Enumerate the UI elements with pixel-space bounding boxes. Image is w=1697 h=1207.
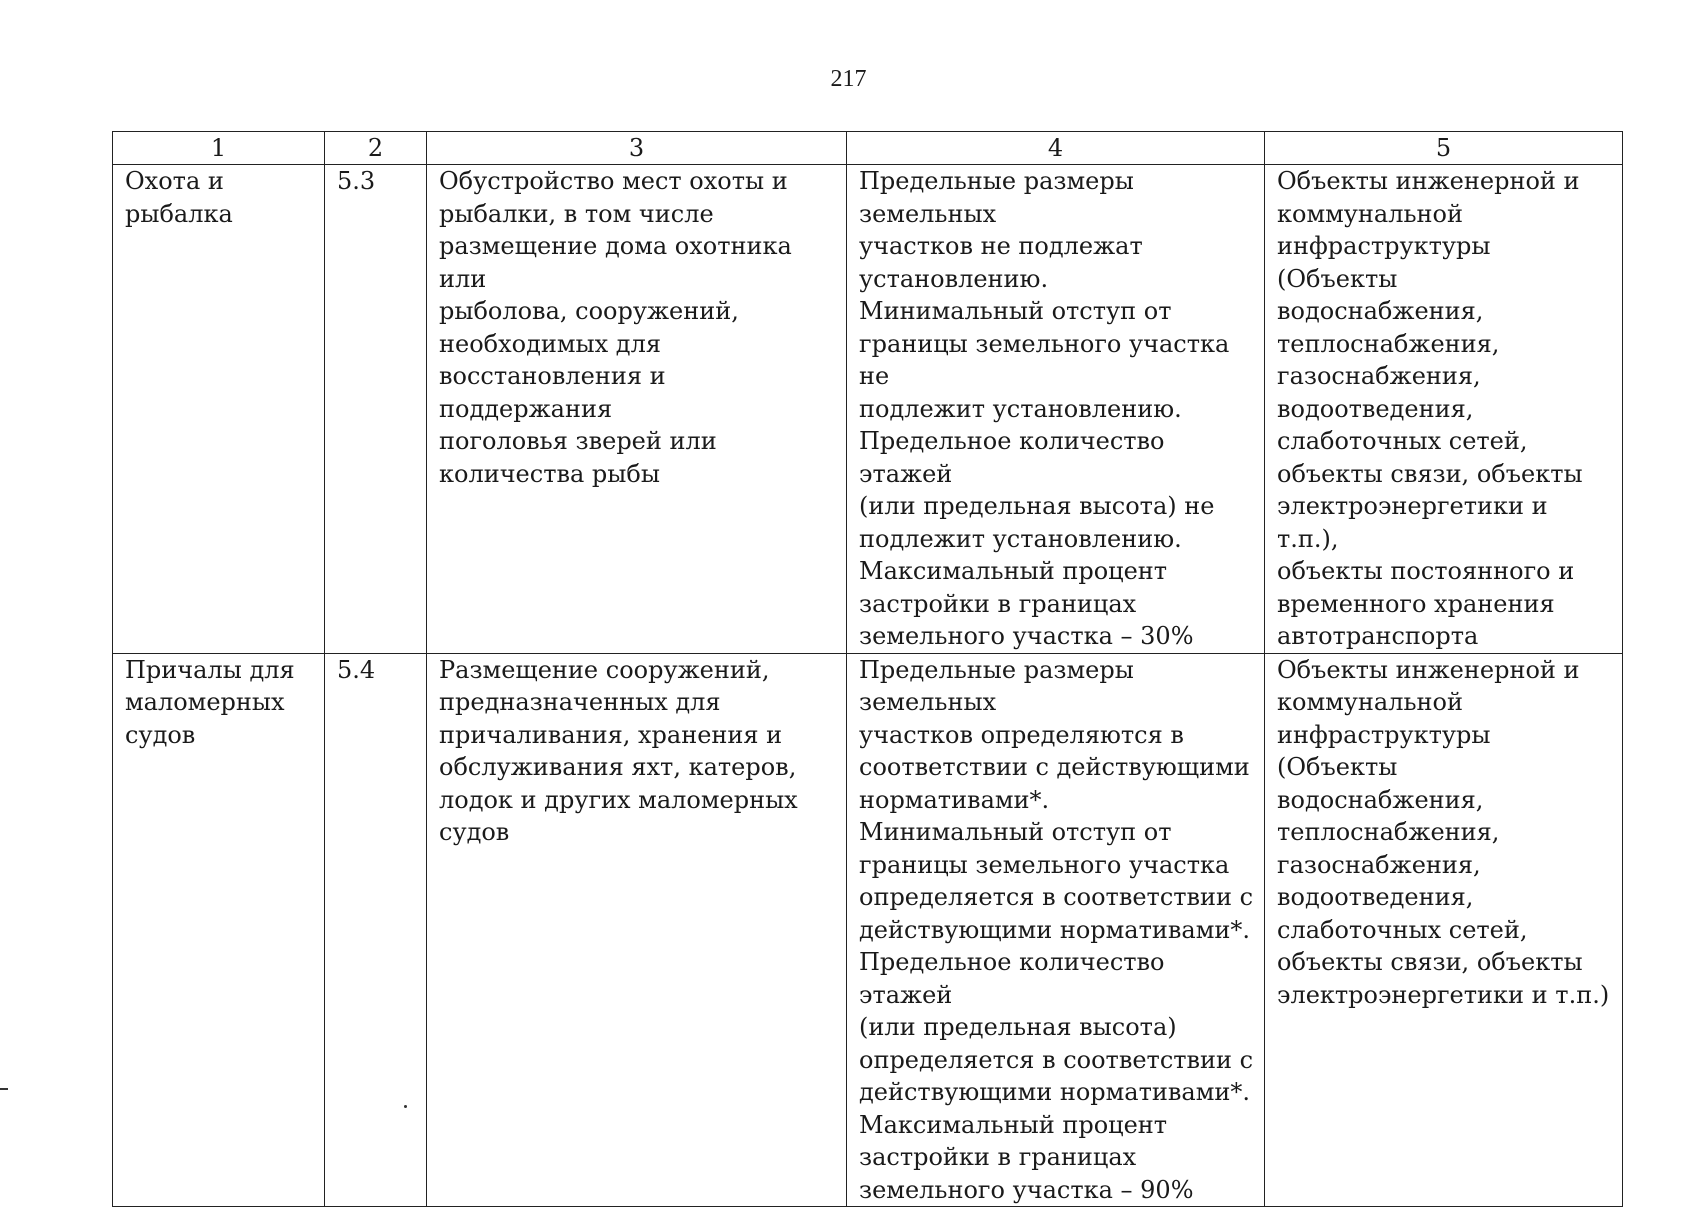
column-header: 2 xyxy=(325,132,427,165)
column-header: 4 xyxy=(847,132,1265,165)
use-parameters: Предельные размеры земельных участков определяются в соответствии с действующими нормативами*. Минимальный отступ от границы земельного участка определяется в соответствии с действующими нормативами*. Предельное количество этажей (или предельная высота) определяется в соответствии с действующими нормативами*. Максимальный процент застройки в границах земельного участка – 90% xyxy=(859,655,1254,1204)
use-code-cell xyxy=(325,165,427,654)
use-code: 5.3 xyxy=(337,167,376,195)
use-name: Причалы для маломерных судов xyxy=(125,655,295,749)
table-row xyxy=(113,165,1623,654)
description-cell xyxy=(427,165,847,654)
table-header-row xyxy=(113,132,1623,165)
auxiliary-cell xyxy=(1265,165,1623,654)
description-cell xyxy=(427,653,847,1207)
parameters-cell xyxy=(847,165,1265,654)
parameters-cell xyxy=(847,653,1265,1207)
use-name-cell xyxy=(113,165,325,654)
column-header: 1 xyxy=(113,132,325,165)
scan-dot-mark xyxy=(404,1105,407,1108)
use-code-cell xyxy=(325,653,427,1207)
column-header: 5 xyxy=(1265,132,1623,165)
table-row xyxy=(113,653,1623,1207)
auxiliary-uses: Объекты инженерной и коммунальной инфраструктуры (Объекты водоснабжения, теплоснабжения, газоснабжения, водоотведения, слаботочных сетей, объекты связи, объекты электроэнергетики и т.п.) xyxy=(1277,655,1610,1009)
scan-edge-mark xyxy=(0,1088,8,1090)
land-use-table xyxy=(112,131,1623,1207)
use-name: Охота и рыбалка xyxy=(125,167,233,228)
use-parameters: Предельные размеры земельных участков не подлежат установлению. Минимальный отступ от границы земельного участка не подлежит установлению. Предельное количество этажей (или предельная высота) не подлежит установлению. Максимальный процент застройки в границах земельного участка – 30% xyxy=(859,167,1230,650)
auxiliary-cell xyxy=(1265,653,1623,1207)
use-code: 5.4 xyxy=(337,655,376,684)
use-description: Обустройство мест охоты и рыбалки, в том числе размещение дома охотника или рыболова, сооружений, необходимых для восстановления и поддержания поголовья зверей или количества рыбы xyxy=(439,167,792,488)
column-header: 3 xyxy=(427,132,847,165)
use-name-cell xyxy=(113,653,325,1207)
page-number: 217 xyxy=(830,66,867,92)
auxiliary-uses: Объекты инженерной и коммунальной инфраструктуры (Объекты водоснабжения, теплоснабжения, газоснабжения, водоотведения, слаботочных сетей, объекты связи, объекты электроэнергетики и т.п.), объекты постоянного и временного хранения автотранспорта xyxy=(1277,167,1583,650)
use-description: Размещение сооружений, предназначенных для причаливания, хранения и обслуживания яхт, катеров, лодок и других маломерных судов xyxy=(439,655,798,846)
